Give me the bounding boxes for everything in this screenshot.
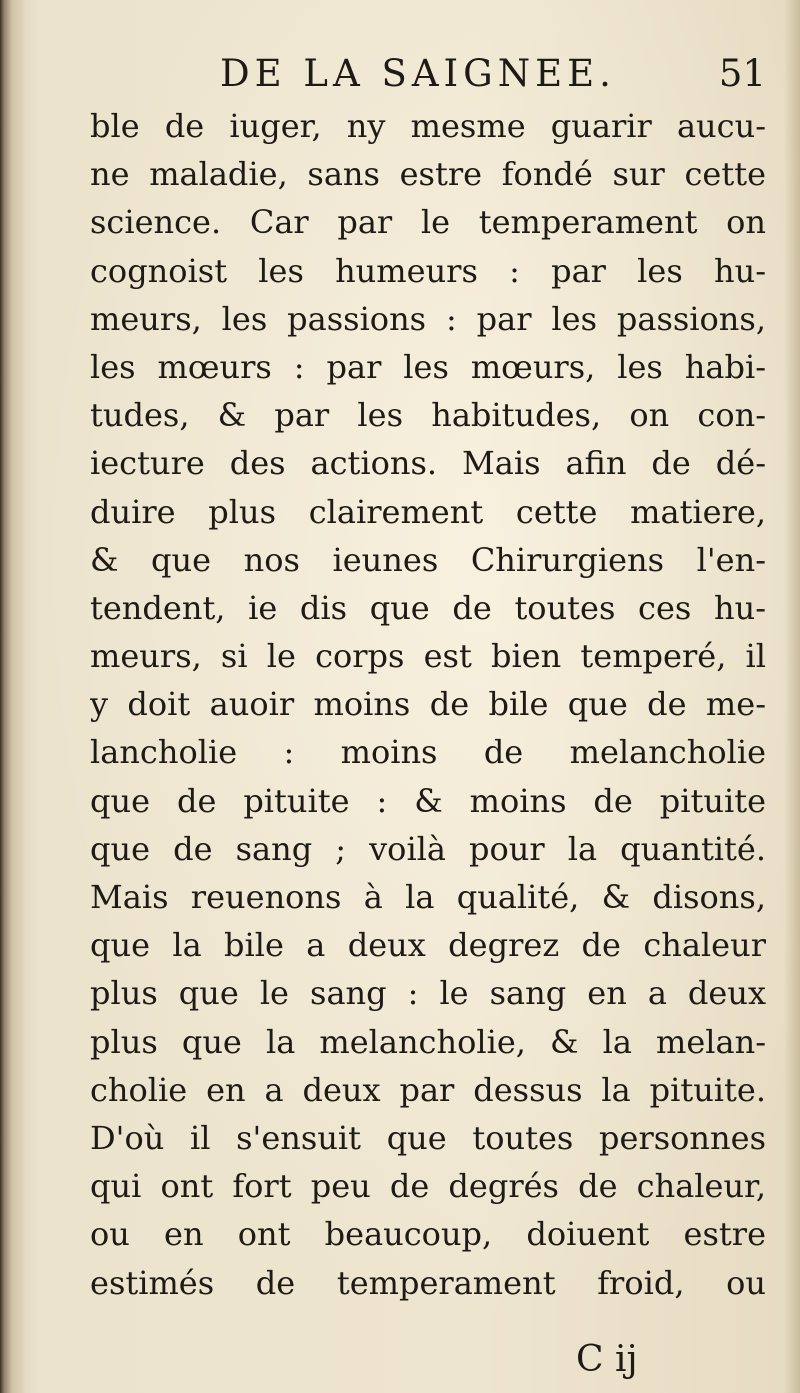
text-line: tendent, ie dis que de toutes ces hu-	[90, 588, 766, 627]
page-edge-shadow	[784, 0, 800, 1393]
text-line: ou en ont beaucoup, doiuent estre	[90, 1215, 766, 1254]
text-line: plus que la melancholie, & la melan-	[90, 1022, 766, 1061]
text-line: plus que le sang : le sang en a deux	[90, 974, 766, 1013]
text-line: estimés de temperament froid, ou	[90, 1263, 766, 1302]
text-line: que de pituite : & moins de pituite	[90, 781, 766, 820]
text-line: cholie en a deux par dessus la pituite.	[90, 1070, 766, 1109]
text-line: meurs, les passions : par les passions,	[90, 299, 766, 338]
text-line: ne maladie, sans estre fondé sur cette	[90, 155, 766, 194]
page-header	[90, 44, 770, 104]
signature-mark: C ij	[576, 1339, 638, 1380]
text-line: iecture des actions. Mais afin de dé-	[90, 444, 766, 483]
body-text	[90, 102, 766, 1307]
text-line: qui ont fort peu de degrés de chaleur,	[90, 1167, 766, 1206]
text-line: duire plus clairement cette matiere,	[90, 492, 766, 531]
text-line: Mais reuenons à la qualité, & disons,	[90, 878, 766, 916]
text-line: meurs, si le corps est bien temperé, il	[90, 637, 766, 676]
text-line: y doit auoir moins de bile que de me-	[90, 685, 766, 724]
page-gutter-shadow	[0, 0, 26, 1393]
text-line: lancholie : moins de melancholie	[90, 733, 766, 772]
text-line: D'où il s'ensuit que toutes personnes	[90, 1118, 766, 1157]
text-line: que de sang ; voilà pour la quantité.	[90, 829, 766, 868]
text-line: les mœurs : par les mœurs, les habi-	[90, 347, 766, 386]
running-head: DE LA SAIGNEE.	[220, 52, 616, 95]
text-line: science. Car par le temperament on	[90, 203, 766, 242]
text-line: tudes, & par les habitudes, on con-	[90, 396, 766, 435]
text-line: cognoist les humeurs : par les hu-	[90, 251, 766, 290]
text-line: ble de iuger, ny mesme guarir aucu-	[90, 107, 766, 145]
text-line: & que nos ieunes Chirurgiens l'en-	[90, 540, 766, 579]
page-number: 51	[718, 52, 766, 95]
text-line: que la bile a deux degrez de chaleur	[90, 926, 766, 965]
